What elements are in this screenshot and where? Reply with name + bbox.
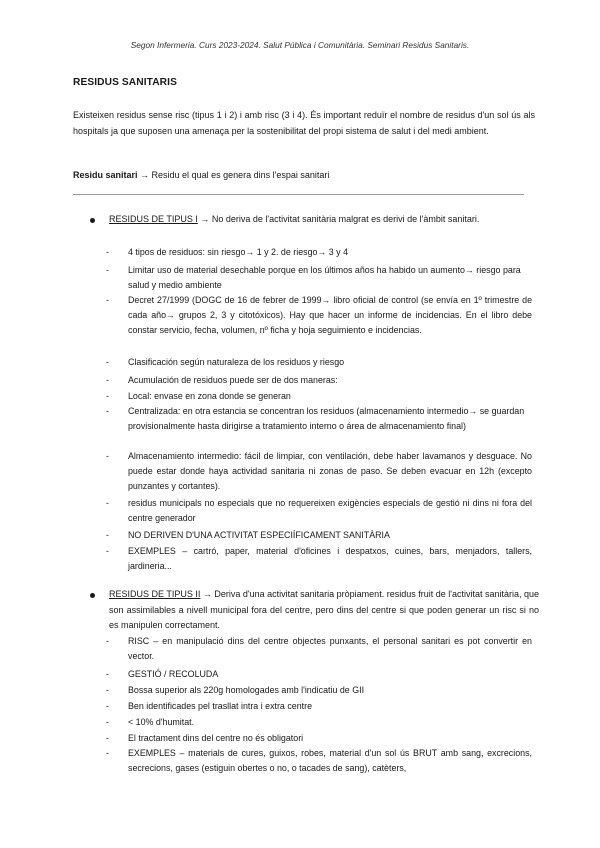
list-item: - Almacenamiento intermedio: fácil de limpiar, con ventilación, debe haber lavamanos y desguace. No puede estar donde haya actividad sanitaria ni zonas de paso. Se deben evacuar en 12h (excepto punzantes y cortantes). bbox=[106, 451, 532, 491]
list-item: - Ben identificades pel trasllat intra i extra centre bbox=[106, 701, 313, 711]
list-item: - El tractament dins del centre no és obligatori bbox=[106, 733, 304, 743]
list-item: - Decret 27/1999 (DOGC de 16 de febrer de 1999→ libro oficial de control (se envía en 1º trimestre de cada año→ grupos 2, 3 y citotóxicos). Hay que hacer un informe de incidencias. En el libro debe constar servicio, fecha, volumen, nº ficha y hoja seguimiento e incidencias. bbox=[106, 295, 532, 335]
list-item: - GESTIÓ / RECOLUDA bbox=[106, 669, 219, 679]
list-item: - Centralizada: en otra estancia se concentran los residuos (almacenamiento intermedio→ se guardan provisionalmente hasta dirigirse a tratamiento interno o área de almacenamiento final) bbox=[106, 406, 525, 431]
definition-term: Residu sanitari bbox=[73, 170, 138, 180]
list-item: - residus municipals no especials que no requereixen exigències especials de gestió ni dins ni fora del centre generador bbox=[106, 498, 532, 523]
list-item: - NO DERIVEN D'UNA ACTIVITAT ESPECIÍFICAMENT SANITÀRIA bbox=[106, 530, 390, 540]
list-item: - EXEMPLES – cartró, paper, material d'oficines i despatxos, cuines, bars, menjadors, tallers, jardineria... bbox=[106, 546, 532, 571]
section2-heading-line bbox=[109, 587, 539, 634]
list-item: - Acumulación de residuos puede ser de dos maneras: bbox=[106, 375, 338, 385]
list-item: - < 10% d'humitat. bbox=[106, 717, 195, 727]
list-item: - EXEMPLES – materials de cures, guixos, robes, material d'un sol ús BRUT amb sang, excrecions, secrecions, gases (estiguin obertes o no, o tacades de sang), catèters, bbox=[106, 748, 532, 773]
horizontal-divider bbox=[73, 194, 524, 195]
list-item: - Bossa superior als 220g homologades amb l'indicatiu de GII bbox=[106, 685, 365, 695]
section1-heading: RESIDUS DE TIPUS I bbox=[109, 214, 198, 224]
section1-heading-line bbox=[109, 212, 539, 228]
list-item: - RISC – en manipulació dins del centre objectes punxants, el personal sanitari es pot convertir en vector. bbox=[106, 636, 532, 661]
section1-bullet-icon bbox=[90, 218, 95, 223]
section2-text: → Deriva d'una activitat sanitaria pròpiament. residus fruit de l'activitat sanitària, que son assimilables a nivell municipal fora del centre, pero dins del centre si que poden generar un risc si no es manipulen correctament. bbox=[109, 589, 539, 630]
list-item: - Limitar uso de material desechable porque en los últimos años ha habido un aumento→ riesgo para salud y medio ambiente bbox=[106, 265, 521, 290]
document-title: RESIDUS SANITARIS bbox=[73, 77, 177, 88]
page-header: Segon Infermeria. Curs 2023-2024. Salut Pública i Comunitària. Seminari Residus Sanitaris. bbox=[130, 40, 470, 50]
list-item: - Clasificación según naturaleza de los residuos y riesgo bbox=[106, 357, 345, 367]
section1-text: → No deriva de l'activitat sanitària malgrat es derivi de l'àmbit sanitari. bbox=[197, 214, 480, 224]
section2-heading: RESIDUS DE TIPUS II bbox=[109, 589, 201, 599]
definition-line bbox=[73, 170, 329, 180]
section2-bullet-icon bbox=[90, 593, 95, 598]
intro-paragraph: Existeixen residus sense risc (tipus 1 i 2) i amb risc (3 i 4). És important reduïr el nombre de residus d'un sol ús als hospitals ja que suposen una amenaça per la sostenibilitat del propi sistema de salut i del medi ambient. bbox=[73, 110, 535, 136]
list-item: - Local: envase en zona donde se generan bbox=[106, 391, 291, 401]
definition-text: → Residu el qual es genera dins l'espai sanitari bbox=[137, 170, 330, 180]
list-item: - 4 tipos de residuos: sin riesgo→ 1 y 2. de riesgo→ 3 y 4 bbox=[106, 247, 349, 257]
